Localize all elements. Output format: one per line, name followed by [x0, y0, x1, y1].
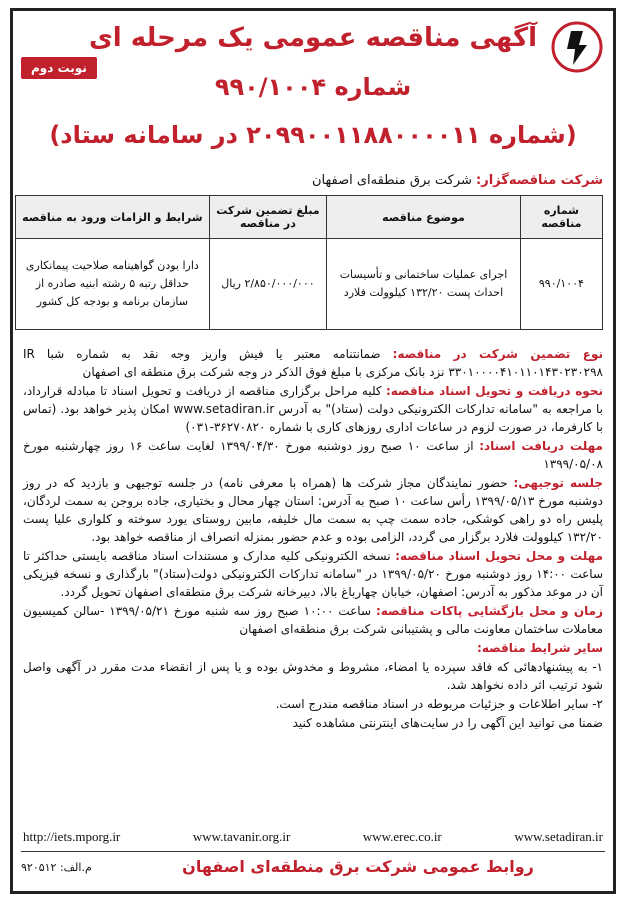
publisher-line: روابط عمومی شرکت برق منطقه‌ای اصفهان: [182, 857, 534, 876]
organizer-line: [23, 173, 603, 188]
section-label: مهلت و محل تحویل اسناد مناقصه:: [395, 549, 603, 563]
section-paragraph: [23, 437, 603, 473]
table-header: موضوع مناقصه: [327, 196, 521, 239]
organizer-label: شرکت مناقصه‌گزار:: [476, 173, 603, 188]
condition-item: ۱- به پیشنهادهائی که فاقد سپرده یا امضاء، مشروط و مخدوش بوده و یا پس از انقضاء مدت مقرر در آگهی واصل شود ترتیب اثر داده نخواهد شد.: [23, 660, 603, 692]
section-paragraph: [23, 547, 603, 601]
table-cell: دارا بودن گواهینامه صلاحیت پیمانکاری حداقل رتبه ۵ رشته ابنیه صادره از سازمان برنامه و بودجه کل کشور: [16, 239, 210, 330]
section-label: سایر شرایط مناقصه:: [477, 641, 603, 655]
link-erec[interactable]: www.erec.co.ir: [362, 829, 442, 844]
ad-code: م.الف: ۹۲۰۵۱۲: [21, 861, 92, 874]
section-label: نوع تضمین شرکت در مناقصه:: [392, 347, 603, 361]
notice-title: آگهی مناقصه عمومی یک مرحله ای: [88, 23, 538, 53]
section-text: ضمانتنامه معتبر یا فیش واریز وجه نقد به شماره شبا IR ۳۳۰۱۰۰۰۰۴۱۰۱۱۰۱۴۳۰۲۳۰۲۹۸ نزد بانک مرکزی با مبلغ فوق الذکر در وجه شرکت برق منطقه ای اصفهان: [23, 347, 603, 379]
table-cell: اجرای عملیات ساختمانی و تأسیسات احداث پست ۱۳۲/۲۰ کیلوولت فلارد: [327, 239, 521, 330]
table-header: شماره مناقصه: [520, 196, 602, 239]
tender-number: شماره ۹۹۰/۱۰۰۴: [214, 73, 412, 101]
section-label: جلسه توجیهی:: [513, 476, 604, 490]
table-header-row: [16, 196, 603, 239]
table-header: مبلغ تضمین شرکت در مناقصه: [209, 196, 326, 239]
link-iets[interactable]: http://iets.mporg.ir: [23, 829, 121, 844]
section-label: زمان و محل بازگشایی پاکات مناقصه:: [375, 604, 603, 618]
section-text: حضور نمایندگان مجاز شرکت ها (همراه با معرفی نامه) در جلسه توجیهی و بازدید که در روز دوشنبه مورخ ۱۳۹۹/۰۵/۱۳ رأس ساعت ۱۰ صبح به آدرس: استان چهار محال و بختیاری، جاده بروجن به سمت لردگان، پلیس راه دو راهی کوشکی، جاده سمت چپ به سمت مال خلیفه، مابین روستای یورد سوخته و کلواری علیا پست ۱۳۲/۲۰ کیلوولت فلارد برگزار می گردد، الزامی بوده و عدم حضور بمنزله انصراف از مناقصه خواهد بود.: [23, 476, 604, 544]
notice-body: [23, 345, 603, 733]
section-paragraph: [23, 602, 603, 638]
footer-divider: [21, 851, 605, 852]
section-label: مهلت دریافت اسناد:: [479, 439, 603, 453]
power-tower-logo: [551, 21, 603, 73]
section-text: ساعت ۱۰:۰۰ صبح روز سه شنبه مورخ ۱۳۹۹/۰۵/۲۱ -سالن کمیسیون معاملات ساختمان معاونت مالی و پشتیبانی شرکت برق منطقه‌ای اصفهان: [23, 604, 603, 636]
section-paragraph: [23, 639, 603, 657]
link-setadiran[interactable]: www.setadiran.ir: [514, 829, 603, 844]
website-links: [23, 829, 603, 845]
section-paragraph: [23, 474, 603, 546]
websites-note: ضمنا می توانید این آگهی را در سایت‌های اینترنتی مشاهده کنید: [292, 716, 603, 730]
status-badge: نوبت دوم: [21, 57, 97, 79]
organizer-value: شرکت برق منطقه‌ای اصفهان: [312, 173, 472, 188]
section-text: از ساعت ۱۰ صبح روز دوشنبه مورخ ۱۳۹۹/۰۴/۳۰ لغایت ساعت ۱۶ روز چهارشنبه مورخ ۱۳۹۹/۰۵/۰۸: [23, 439, 603, 471]
table-row: [16, 239, 603, 330]
section-label: نحوه دریافت و تحویل اسناد مناقصه:: [385, 384, 603, 398]
table-header: شرایط و الزامات ورود به مناقصه: [16, 196, 210, 239]
link-tavanir[interactable]: www.tavanir.org.ir: [192, 829, 291, 844]
section-text: کلیه مراحل برگزاری مناقصه از دریافت و تحویل اسناد تا مبادله قرارداد، با مراجعه به "سامانه تدارکات الکترونیکی دولت (ستاد)" به آدرس www.setadiran.ir امکان پذیر خواهد بود. (تماس با کارفرما، در صورت لزوم در ساعات اداری روزهای کاری با شماره ۳۶۲۷۰۸۲۰-۰۳۱): [23, 384, 603, 434]
section-paragraph: [23, 382, 603, 436]
table-cell: ۲/۸۵۰/۰۰۰/۰۰۰ ریال: [209, 239, 326, 330]
condition-item: ۲- سایر اطلاعات و جزئیات مربوطه در اسناد مناقصه مندرج است.: [275, 697, 603, 711]
setad-number: (شماره ۲۰۹۹۰۰۱۱۸۸۰۰۰۰۱۱ در سامانه ستاد): [49, 121, 577, 149]
section-paragraph: [23, 345, 603, 381]
tender-table: [15, 195, 603, 330]
table-cell: ۹۹۰/۱۰۰۴: [520, 239, 602, 330]
tender-notice: [10, 8, 616, 894]
section-text: نسخه الکترونیکی کلیه مدارک و مستندات اسناد مناقصه بایستی حداکثر تا ساعت ۱۴:۰۰ روز دوشنبه مورخ ۱۳۹۹/۰۵/۲۰ در "سامانه تدارکات الکترونیکی دولت(ستاد)" بارگذاری و نسخه فیزیکی آن در موعد مذکور به آدرس: اصفهان، خیابان چهارباغ بالا، دبیرخانه شرکت برق منطقه‌ای اصفهان تحویل گردد.: [23, 549, 603, 599]
